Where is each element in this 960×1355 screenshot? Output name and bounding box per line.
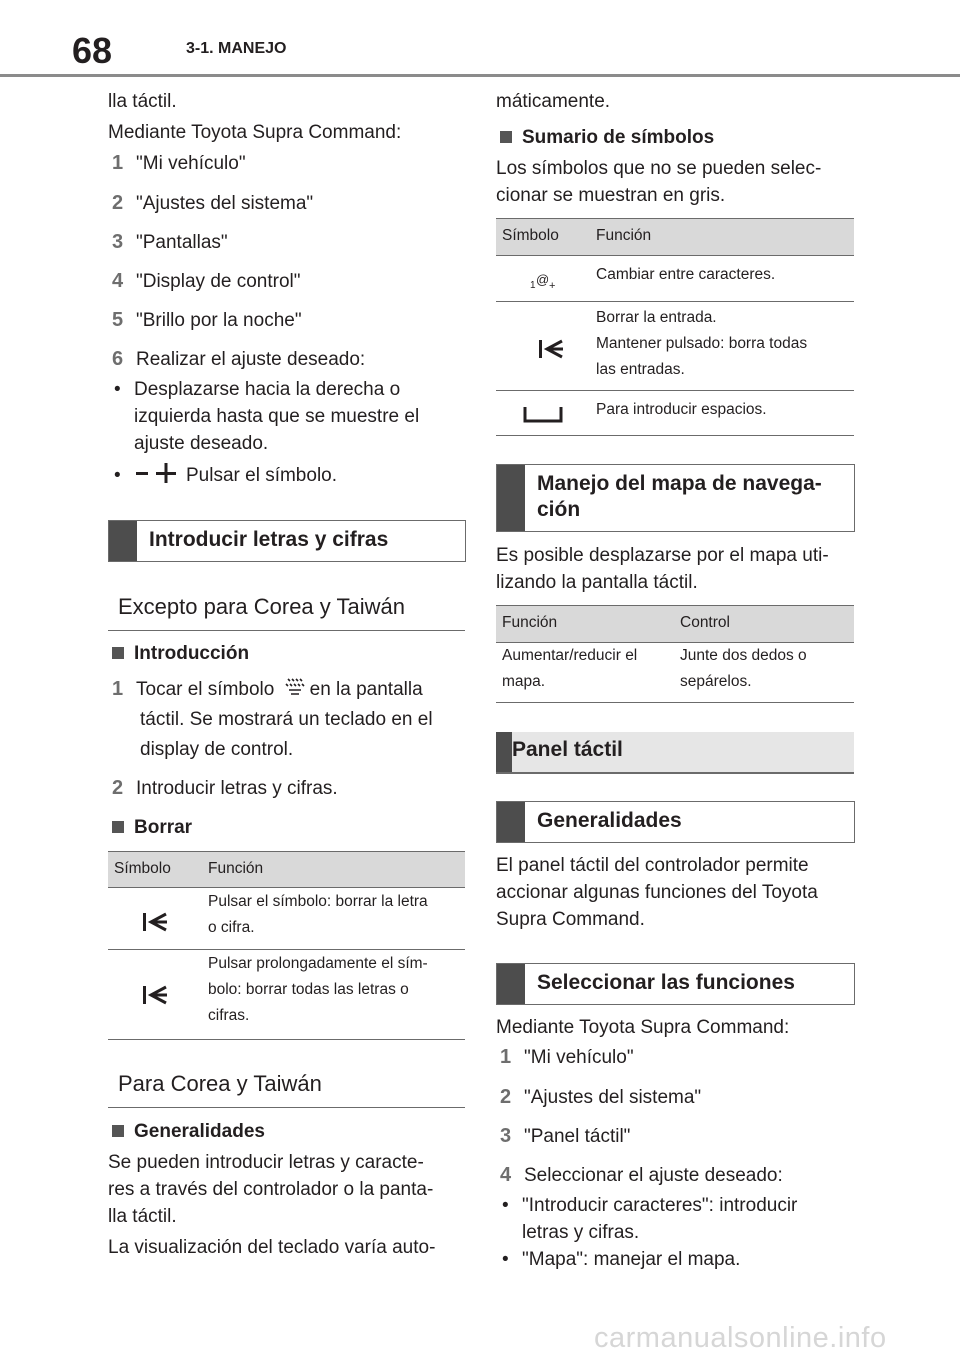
svg-text:+: +	[549, 280, 556, 292]
watermark: carmanualsonline.info	[594, 1322, 887, 1354]
sel-intro-text: Mediante Toyota Supra Command:	[496, 1017, 790, 1038]
backspace-icon	[142, 984, 168, 1006]
table-row: Junte dos dedos o sepárelos.	[680, 647, 807, 690]
step-6: 6 Realizar el ajuste deseado:	[112, 348, 366, 370]
right-text-cont: máticamente.	[496, 91, 611, 112]
header-rule	[0, 74, 960, 77]
sel-step-2: 2 "Ajustes del sistema"	[500, 1086, 702, 1108]
step-5: 5 "Brillo por la noche"	[112, 309, 302, 331]
map-text: Es posible desplazarse por el mapa uti- lizando la pantalla táctil.	[496, 545, 829, 593]
panel-gen-text: El panel táctil del controlador permite accionar algunas funciones del Toyota Supra Command.	[496, 855, 818, 930]
table-row: Pulsar el símbolo: borrar la letra o cifra.	[208, 893, 428, 936]
step-2: 2 "Ajustes del sistema"	[112, 192, 314, 214]
svg-text:1: 1	[530, 280, 536, 291]
heading-generalidades: Generalidades	[496, 801, 855, 843]
subhead-generalidades-left: Generalidades	[112, 1118, 265, 1145]
left-gen-text-2: La visualización del teclado varía auto-	[108, 1237, 436, 1258]
subheading-para-corea: Para Corea y Taiwán	[108, 1063, 465, 1108]
table-borrar	[108, 851, 465, 1051]
step-4: 4 "Display de control"	[112, 270, 301, 292]
table-header: Símbolo Función	[108, 851, 465, 888]
subhead-introduccion: Introducción	[112, 640, 249, 667]
backspace-icon	[142, 911, 168, 933]
left-intro-text: Mediante Toyota Supra Command:	[108, 122, 402, 143]
table-row: Pulsar prolongadamente el sím- bolo: borrar todas las letras o cifras.	[208, 955, 428, 1024]
sumario-text: Los símbolos que no se pueden selec- cionar se muestran en gris.	[496, 158, 822, 206]
table-row: Aumentar/reducir el mapa.	[502, 647, 638, 690]
minus-plus-icon	[134, 462, 180, 484]
space-icon	[523, 404, 563, 424]
left-gen-text: Se pueden introducir letras y caracte- res a través del controlador o la panta- lla táctil.	[108, 1152, 434, 1227]
heading-introducir: Introducir letras y cifras	[108, 520, 466, 562]
table-row: Cambiar entre caracteres.	[596, 266, 776, 283]
table-header: Símbolo Función	[496, 218, 854, 256]
step-1: 1 "Mi vehículo"	[112, 152, 246, 174]
sel-step-3: 3 "Panel táctil"	[500, 1125, 631, 1147]
page-number: 68	[72, 30, 113, 71]
subhead-borrar: Borrar	[112, 814, 192, 841]
intro-step-1-cont2: display de control.	[140, 739, 294, 760]
left-text-cont: lla táctil.	[108, 91, 177, 112]
bullet-scroll: • Desplazarse hacia la derecha o izquierda hasta que se muestre el ajuste deseado.	[114, 379, 420, 454]
table-row: Borrar la entrada. Mantener pulsado: borra todas las entradas.	[596, 309, 808, 378]
backspace-icon	[538, 338, 564, 360]
intro-step-1: 1 Tocar el símbolo en la pantalla	[112, 678, 423, 700]
subheading-excepto: Excepto para Corea y Taiwán	[108, 586, 465, 631]
table-row: Para introducir espacios.	[596, 401, 767, 418]
bullet-introducir: • "Introducir caracteres": introducir letras y cifras.	[502, 1195, 798, 1243]
bullet-mapa: • "Mapa": manejar el mapa.	[502, 1249, 741, 1270]
section-title: 3-1. MANEJO	[186, 40, 287, 57]
sel-step-1: 1 "Mi vehículo"	[500, 1046, 634, 1068]
svg-text:@: @	[536, 272, 550, 287]
char-switch-icon	[530, 272, 558, 292]
intro-step-2: 2 Introducir letras y cifras.	[112, 777, 338, 799]
keyboard-icon	[284, 677, 306, 697]
subhead-sumario: Sumario de símbolos	[500, 124, 714, 151]
heading-manejo-mapa: Manejo del mapa de navega- ción	[496, 464, 855, 532]
heading-seleccionar: Seleccionar las funciones	[496, 963, 855, 1005]
table-simbolos	[496, 218, 854, 438]
table-header: Función Control	[496, 605, 854, 643]
table-mapa	[496, 605, 854, 705]
sel-step-4: 4 Seleccionar el ajuste deseado:	[500, 1164, 783, 1186]
bullet-symbol: • Pulsar el símbolo.	[108, 462, 337, 489]
step-3: 3 "Pantallas"	[112, 231, 228, 253]
intro-step-1-cont1: táctil. Se mostrará un teclado en el	[140, 709, 433, 730]
heading-panel-tactil: Panel táctil	[496, 732, 854, 774]
